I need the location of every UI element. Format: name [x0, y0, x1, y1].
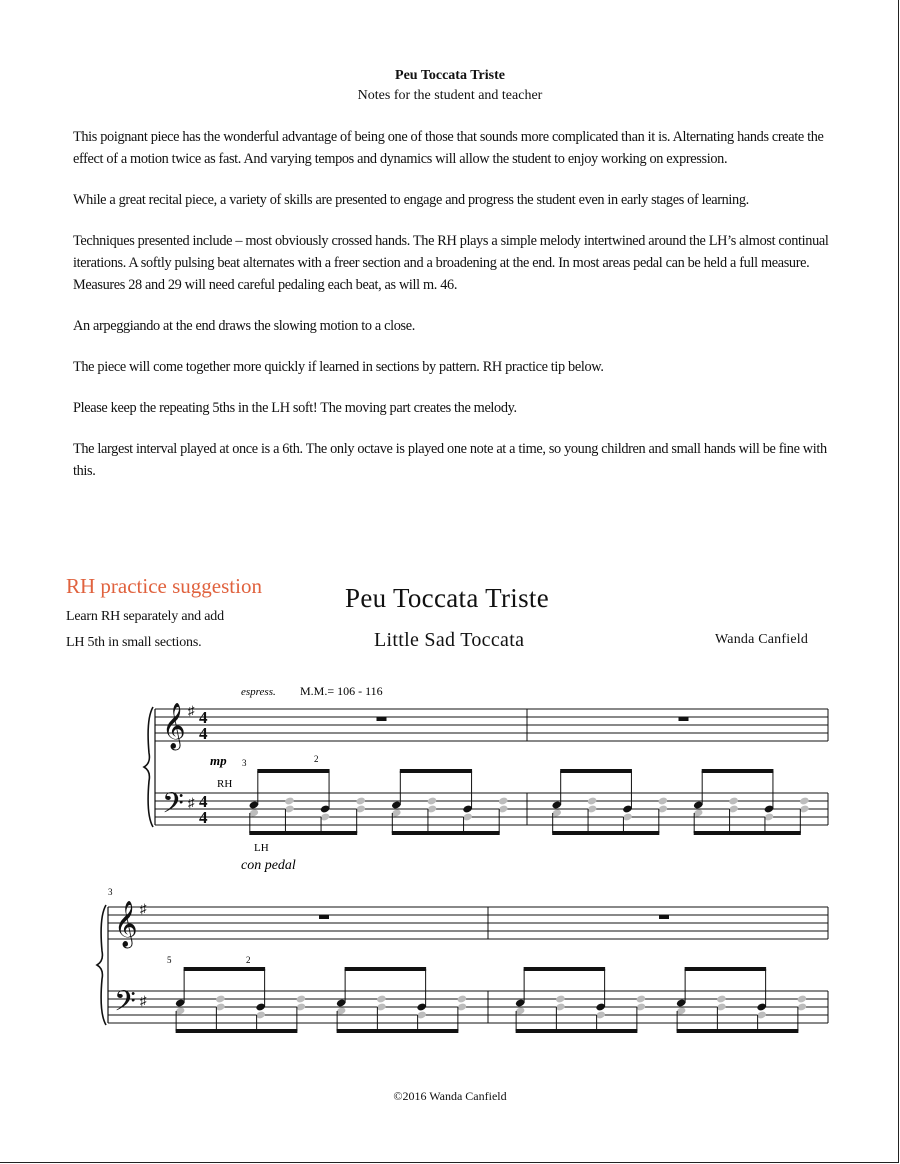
beam: [337, 1029, 459, 1033]
note-head: [728, 796, 738, 805]
note-head: [716, 994, 726, 1003]
beam: [702, 769, 774, 773]
pedal-marking: con pedal: [241, 858, 296, 873]
note-paragraph: Please keep the repeating 5ths in the LH soft! The moving part creates the melody.: [73, 400, 517, 416]
fingering: 2: [246, 955, 251, 965]
beam: [694, 831, 801, 835]
beam: [176, 1029, 298, 1033]
treble-clef: 𝄞: [114, 901, 138, 947]
rh-label: RH: [217, 778, 233, 790]
beam: [560, 769, 632, 773]
beam: [257, 769, 329, 773]
beam: [400, 769, 472, 773]
fingering: 5: [167, 955, 172, 965]
time-signature: 4: [199, 708, 208, 727]
note-head: [797, 994, 807, 1003]
note-paragraph: The piece will come together more quickly if learned in sections by pattern. RH practice tip below.: [73, 359, 604, 375]
expression-marking: espress.: [241, 686, 276, 698]
practice-heading: RH practice suggestion: [66, 574, 262, 598]
note-head: [427, 796, 437, 805]
sharp-icon: ♯: [188, 795, 195, 810]
lh-label: LH: [254, 842, 269, 854]
beam: [552, 831, 659, 835]
music-system-2: [97, 901, 828, 1033]
note-head: [799, 796, 809, 805]
tempo-marking: M.M.= 106 - 116: [300, 684, 383, 698]
note-head: [498, 796, 508, 805]
note-head: [658, 796, 668, 805]
beam: [524, 967, 606, 971]
page-title: Peu Toccata Triste: [395, 68, 505, 83]
note-head: [215, 994, 225, 1003]
beam: [677, 1029, 799, 1033]
beam: [184, 967, 266, 971]
whole-rest: [377, 717, 387, 721]
music-system-1: [144, 703, 828, 835]
sharp-icon: ♯: [188, 703, 195, 718]
fingering: 2: [314, 754, 319, 764]
time-signature: 4: [199, 724, 208, 743]
composer-name: Wanda Canfield: [715, 632, 809, 647]
note-paragraph: The largest interval played at once is a 6th. The only octave is played one note at a time, so young children and small hands will be fine with this.: [73, 441, 827, 479]
beam: [392, 831, 500, 835]
beam: [249, 831, 357, 835]
note-paragraph: While a great recital piece, a variety of skills are presented to engage and progress the student even in early stages of learning.: [73, 192, 749, 208]
brace: [144, 707, 153, 827]
brace: [97, 905, 106, 1025]
note-head: [376, 994, 386, 1003]
copyright: ©2016 Wanda Canfield: [393, 1089, 507, 1103]
note-paragraph: This poignant piece has the wonderful advantage of being one of those that sounds more complicated than it is. Alternating hands create the effect of a motion twice as fast. And varying tempos and dynamics will allow the student to enjoy working on expression.: [73, 129, 824, 167]
time-signature: 4: [199, 792, 208, 811]
page-subtitle: Notes for the student and teacher: [357, 88, 543, 103]
bass-clef: 𝄢: [114, 985, 136, 1025]
practice-line-1: Learn RH separately and add: [66, 609, 224, 624]
practice-line-2: LH 5th in small sections.: [66, 635, 202, 650]
beam: [516, 1029, 638, 1033]
note-head: [457, 994, 467, 1003]
score-subtitle: Little Sad Toccata: [374, 629, 525, 651]
time-signature: 4: [199, 808, 208, 827]
note-paragraph: Techniques presented include – most obviously crossed hands. The RH plays a simple melody intertwined around the LH’s almost continual iterations. A softly pulsing beat alternates with a freer section and a broadening at the end. In most areas pedal can be held a full measure. Measures 28 and 29 will need careful pedaling each beat, as will m. 46.: [73, 233, 829, 293]
note-head: [587, 796, 597, 805]
whole-rest: [319, 915, 329, 919]
sharp-icon: ♯: [140, 993, 147, 1008]
beam: [345, 967, 427, 971]
sharp-icon: ♯: [140, 901, 147, 916]
whole-rest: [679, 717, 689, 721]
note-head: [636, 994, 646, 1003]
note-head: [355, 796, 365, 805]
score-title: Peu Toccata Triste: [345, 583, 549, 613]
note-head: [296, 994, 306, 1003]
bass-clef: 𝄢: [162, 787, 184, 827]
whole-rest: [659, 915, 669, 919]
note-head: [284, 796, 294, 805]
measure-number: 3: [108, 887, 113, 897]
treble-clef: 𝄞: [162, 703, 186, 749]
fingering: 3: [242, 758, 247, 768]
note-paragraph: An arpeggiando at the end draws the slowing motion to a close.: [73, 318, 415, 334]
note-head: [555, 994, 565, 1003]
dynamic-marking: mp: [210, 753, 227, 768]
beam: [685, 967, 767, 971]
